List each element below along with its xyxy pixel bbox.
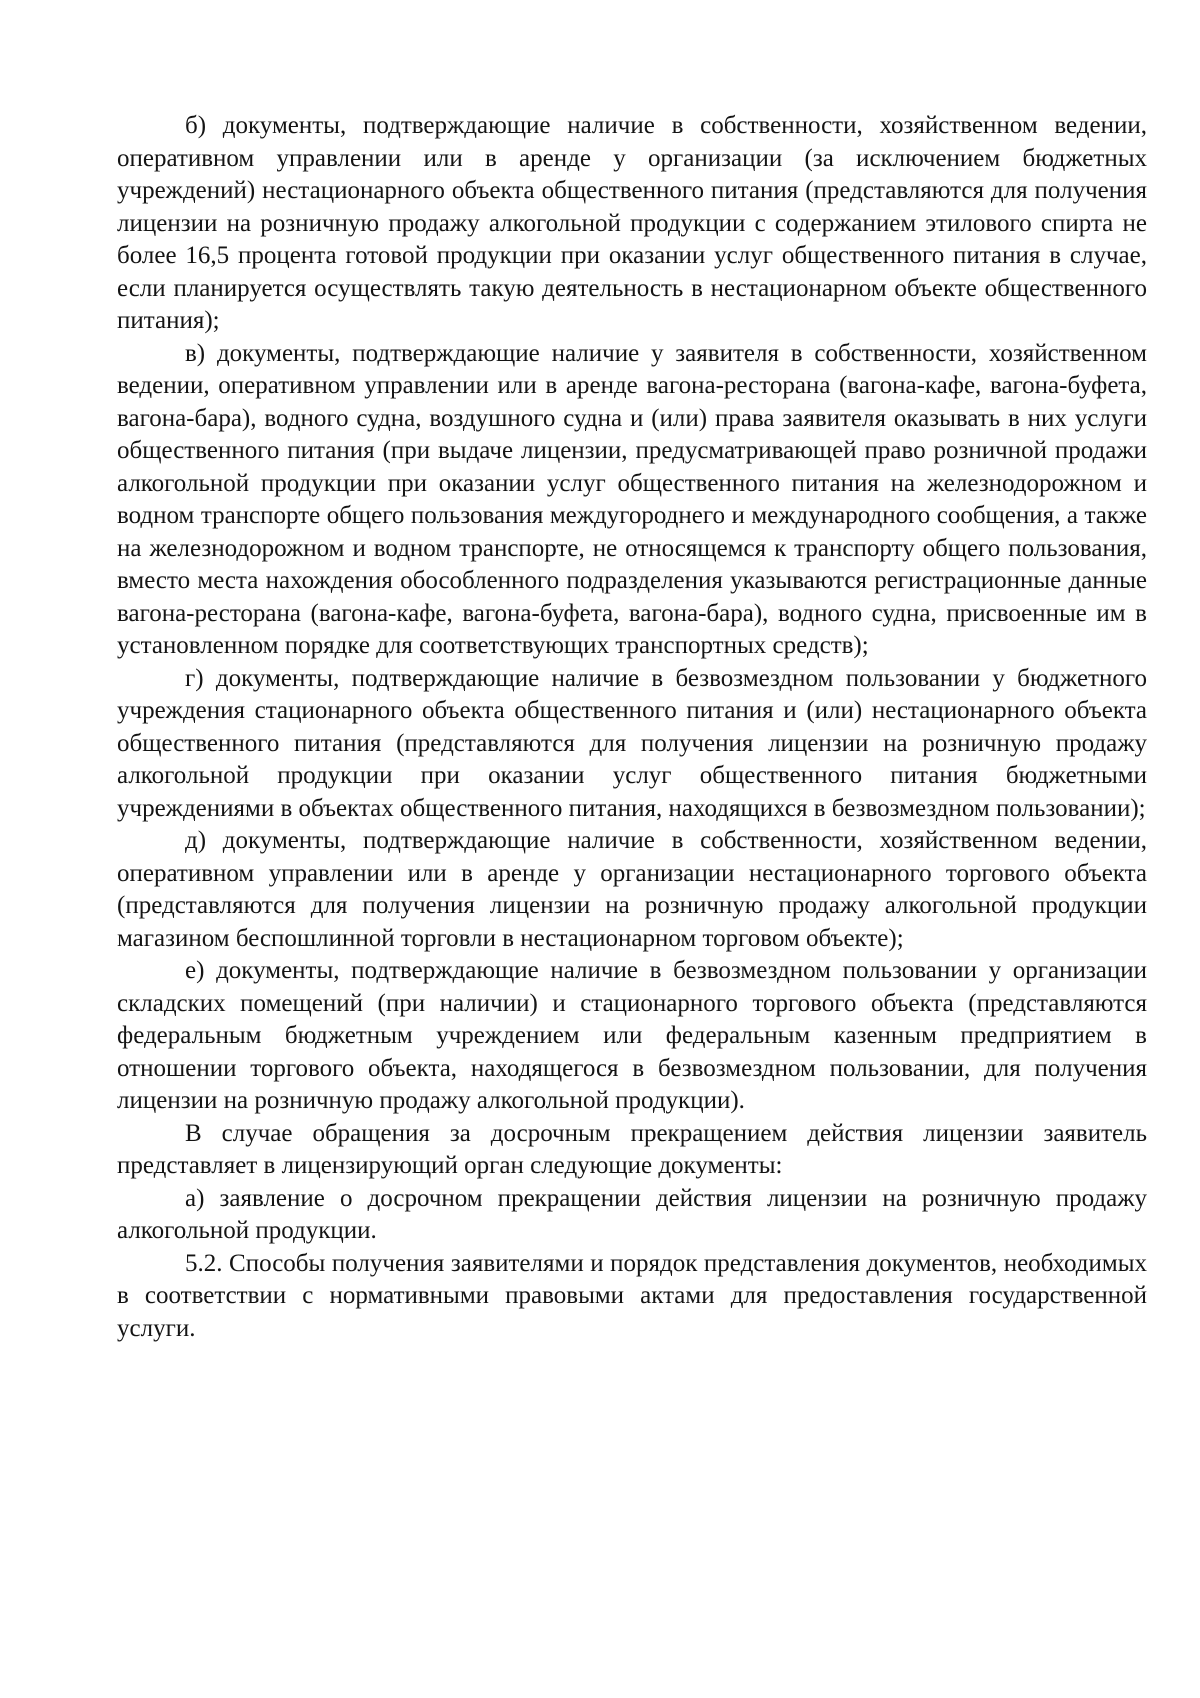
section-5-2: 5.2. Способы получения заявителями и порядок представления документов, необходимых в соответствии с нормативными правовыми актами для предоставления государственной услуги. (117, 1249, 1147, 1342)
paragraph-e: е) документы, подтверждающие наличие в безвозмездном пользовании у организации складских помещений (при наличии) и стационарного торгового объекта (представляются федеральным бюджетным учреждением или федеральным казенным предприятием в отношении торгового объекта, находящегося в безвозмездном пользовании, для получения лицензии на розничную продажу алкогольной продукции). (117, 957, 1147, 1114)
paragraph-g: г) документы, подтверждающие наличие в безвозмездном пользовании у бюджетного учреждения стационарного объекта общественного питания и (или) нестационарного объекта общественного питания (представляются для получения лицензии на розничную продажу алкогольной продукции при оказании услуг общественного питания бюджетными учреждениями в объектах общественного питания, находящихся в безвозмездном пользовании); (117, 664, 1147, 822)
paragraph-early-termination: В случае обращения за досрочным прекращением действия лицензии заявитель представляет в лицензирующий орган следующие документы: (117, 1119, 1147, 1179)
document-page (117, 110, 1147, 1345)
paragraph-b: б) документы, подтверждающие наличие в собственности, хозяйственном ведении, оперативном управлении или в аренде у организации (за исключением бюджетных учреждений) нестационарного объекта общественного питания (представляются для получения лицензии на розничную продажу алкогольной продукции с содержанием этилового спирта не более 16,5 процента готовой продукции при оказании услуг общественного питания в случае, если планируется осуществлять такую деятельность в нестационарном объекте общественного питания); (117, 112, 1147, 334)
paragraph-a: а) заявление о досрочном прекращении действия лицензии на розничную продажу алкогольной продукции. (117, 1184, 1147, 1244)
paragraph-v: в) документы, подтверждающие наличие у заявителя в собственности, хозяйственном ведении, оперативном управлении или в аренде вагона-ресторана (вагона-кафе, вагона-буфета, вагона-бара), водного судна, воздушного судна и (или) права заявителя оказывать в них услуги общественного питания (при выдаче лицензии, предусматривающей право розничной продажи алкогольной продукции при оказании услуг общественного питания на железнодорожном и водном транспорте общего пользования междугороднего и международного сообщения, а также на железнодорожном и водном транспорте, не относящемся к транспорту общего пользования, вместо места нахождения обособленного подразделения указываются регистрационные данные вагона-ресторана (вагона-кафе, вагона-буфета, вагона-бара), водного судна, присвоенные им в установленном порядке для соответствующих транспортных средств); (117, 339, 1147, 659)
paragraph-d: д) документы, подтверждающие наличие в собственности, хозяйственном ведении, оперативном управлении или в аренде у организации нестационарного торгового объекта (представляются для получения лицензии на розничную продажу алкогольной продукции магазином беспошлинной торговли в нестационарном торговом объекте); (117, 827, 1147, 952)
